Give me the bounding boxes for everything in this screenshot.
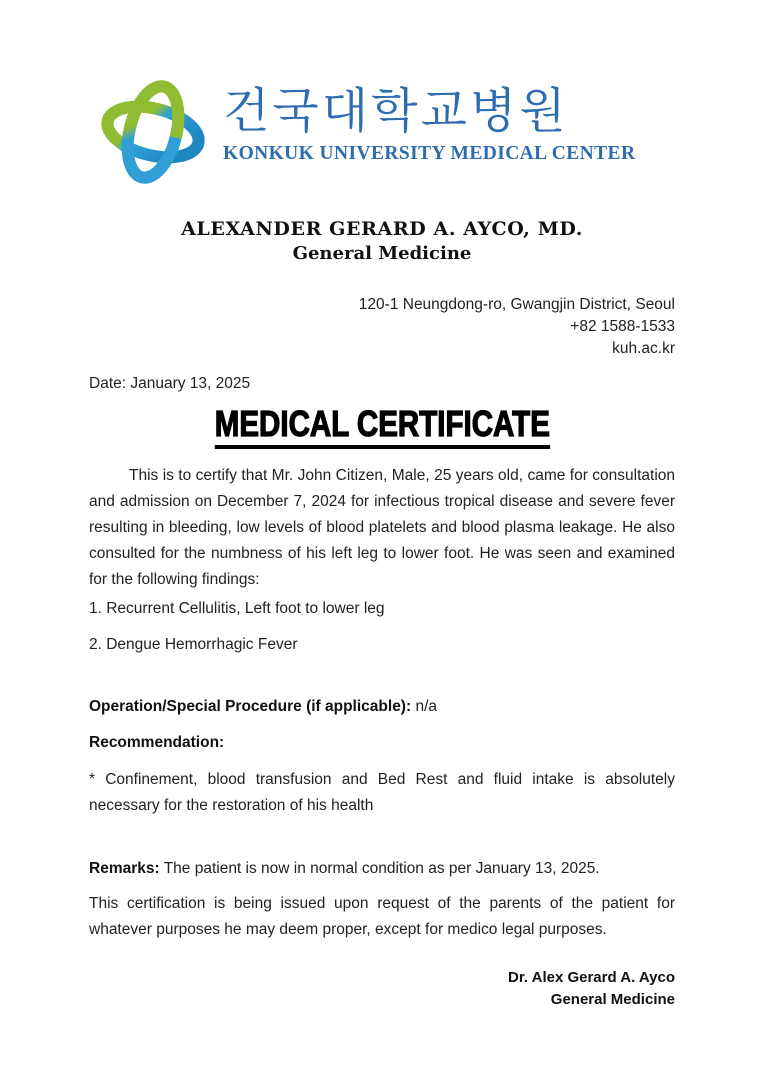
phone-line: +82 1588-1533 [570, 318, 675, 335]
signature-name: Dr. Alex Gerard A. Ayco [507, 968, 675, 986]
intro-paragraph: This is to certify that Mr. John Citizen, Male, 25 years old, came for consultation and admission on December 7, 2024 for infectious tropical disease and severe fever resulting in bleeding, low levels of blood platelets and blood plasma leakage. He also consulted for the numbness of his left leg to lower foot. He was seen and examined for the following findings: [89, 466, 675, 588]
recommendation-label: Recommendation: [89, 733, 225, 751]
operation-value: n/a [415, 697, 438, 715]
hospital-logo-icon [97, 76, 209, 188]
website-line: kuh.ac.kr [612, 340, 675, 357]
address-line: 120-1 Neungdong-ro, Gwangjin District, Seoul [358, 296, 675, 313]
signature-department: General Medicine [550, 990, 675, 1008]
remarks-line [89, 859, 675, 879]
title-wrap [89, 404, 675, 449]
contact-block [89, 294, 675, 360]
remarks-text: The patient is now in normal condition as per January 13, 2025. [163, 859, 600, 877]
finding-item-1: 1. Recurrent Cellulitis, Left foot to lower leg [89, 599, 385, 617]
remarks-label: Remarks: [89, 859, 160, 877]
operation-label: Operation/Special Procedure (if applicable): [89, 697, 412, 715]
hospital-english-name: KONKUK UNIVERSITY MEDICAL CENTER [223, 143, 636, 165]
closing-paragraph: This certification is being issued upon request of the parents of the patient for whatever purposes he may deem proper, except for medico legal purposes. [89, 894, 675, 938]
hospital-korean-name: 건국대학교병원 [223, 83, 569, 139]
hospital-logo [97, 76, 675, 190]
physician-name: ALEXANDER GERARD A. AYCO, MD. [181, 218, 583, 240]
recommendation-text: * Confinement, blood transfusion and Bed Rest and fluid intake is absolutely necessary for the restoration of his health [89, 770, 675, 814]
physician-header [89, 216, 675, 266]
operation-line [89, 697, 675, 717]
hospital-logo-text [223, 76, 635, 165]
physician-department: General Medicine [292, 243, 472, 264]
certificate-title: MEDICAL CERTIFICATE [214, 404, 549, 449]
signature-block [89, 967, 675, 1011]
date-line: Date: January 13, 2025 [89, 375, 251, 392]
finding-item-2: 2. Dengue Hemorrhagic Fever [89, 635, 298, 653]
